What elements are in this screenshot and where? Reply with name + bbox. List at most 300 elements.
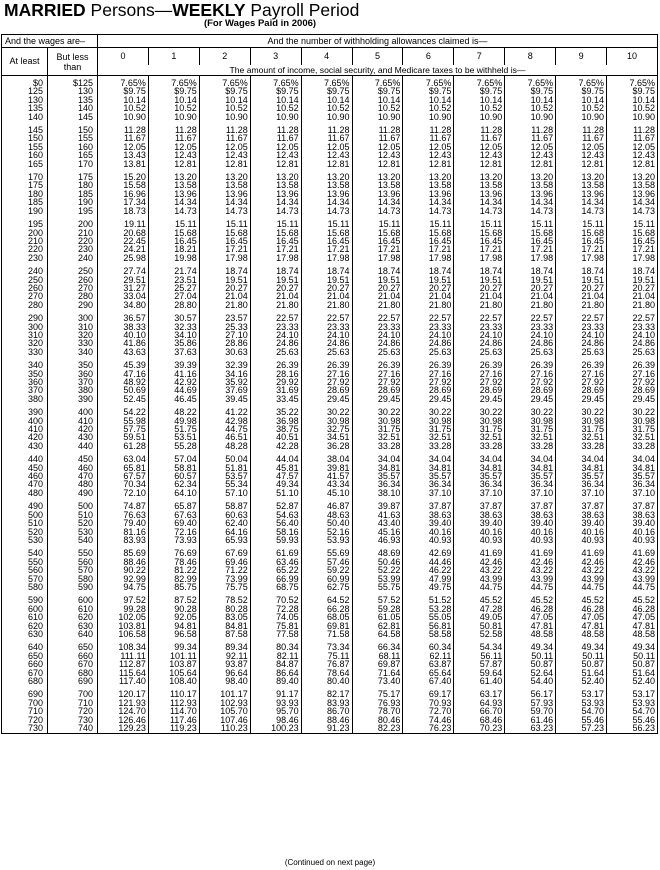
withholding-cell: 38.75 (250, 425, 301, 433)
withholding-cell: 54.22 (98, 403, 149, 416)
withholding-cell: 15.68 (148, 229, 199, 237)
withholding-cell: 44.75 (505, 583, 556, 591)
table-row (2, 544, 658, 557)
withholding-cell: 78.46 (148, 558, 199, 566)
withholding-cell: 31.75 (505, 425, 556, 433)
withholding-cell: 21.04 (607, 292, 658, 300)
withholding-cell: 26.39 (352, 356, 403, 369)
withholding-cell: 37.10 (556, 489, 607, 497)
withholding-cell: 24.10 (403, 331, 454, 339)
at-least-cell: 175 (2, 181, 48, 189)
withholding-cell: 82.99 (148, 575, 199, 583)
withholding-cell: 55.46 (607, 716, 658, 724)
withholding-cell: 106.58 (98, 630, 149, 638)
withholding-cell: 38.63 (403, 511, 454, 519)
withholding-cell: 47.81 (556, 622, 607, 630)
withholding-cell: 119.23 (148, 724, 199, 734)
withholding-cell: 81.16 (98, 528, 149, 536)
withholding-cell: 12.43 (301, 151, 352, 159)
at-least-cell: 240 (2, 262, 48, 275)
but-less-cell: 680 (48, 669, 98, 677)
withholding-cell: 23.33 (607, 323, 658, 331)
at-least-cell: 650 (2, 652, 48, 660)
withholding-cell: 37.87 (454, 497, 505, 510)
withholding-cell: 14.73 (607, 207, 658, 215)
withholding-cell: 90.22 (98, 566, 149, 574)
withholding-cell: 33.28 (505, 442, 556, 450)
title-payroll-period: Payroll Period (245, 0, 360, 20)
withholding-cell: 23.33 (352, 323, 403, 331)
withholding-cell: 7.65% (301, 76, 352, 88)
but-less-cell: 730 (48, 716, 98, 724)
withholding-cell: 25.63 (301, 348, 352, 356)
withholding-cell: 11.28 (250, 121, 301, 134)
at-least-cell: 145 (2, 121, 48, 134)
withholding-cell: 38.33 (98, 323, 149, 331)
withholding-cell: 14.34 (454, 198, 505, 206)
withholding-cell: 50.11 (505, 652, 556, 660)
withholding-cell: 21.04 (199, 292, 250, 300)
withholding-cell: 21.80 (556, 301, 607, 309)
withholding-cell: 20.68 (98, 229, 149, 237)
withholding-cell: 19.51 (403, 276, 454, 284)
withholding-cell: 32.51 (403, 433, 454, 441)
withholding-cell: 27.92 (301, 378, 352, 386)
withholding-cell: 20.27 (352, 284, 403, 292)
but-less-cell: 460 (48, 464, 98, 472)
withholding-cell: 47.99 (403, 575, 454, 583)
withholding-cell: 99.34 (148, 638, 199, 651)
withholding-cell: 47.28 (454, 605, 505, 613)
but-less-cell: 690 (48, 677, 98, 685)
withholding-cell: 35.92 (199, 378, 250, 386)
withholding-cell: 30.22 (607, 403, 658, 416)
withholding-cell: 11.28 (352, 121, 403, 134)
withholding-cell: 46.45 (148, 395, 199, 403)
withholding-cell: 19.51 (199, 276, 250, 284)
withholding-cell: 65.93 (199, 536, 250, 544)
withholding-cell: 54.70 (607, 707, 658, 715)
withholding-cell: 20.27 (607, 284, 658, 292)
withholding-cell: 10.14 (505, 96, 556, 104)
withholding-cell: 16.45 (301, 237, 352, 245)
withholding-cell: 85.69 (98, 544, 149, 557)
withholding-cell: 52.45 (98, 395, 149, 403)
at-least-cell: 700 (2, 699, 48, 707)
withholding-cell: 41.69 (607, 544, 658, 557)
title-persons: Persons— (85, 0, 173, 20)
withholding-cell: 18.74 (556, 262, 607, 275)
withholding-cell: 42.46 (454, 558, 505, 566)
withholding-cell: 48.58 (556, 630, 607, 638)
withholding-cell: 78.52 (199, 591, 250, 604)
withholding-cell: 30.22 (505, 403, 556, 416)
withholding-cell: 41.22 (199, 403, 250, 416)
withholding-cell: 40.16 (454, 528, 505, 536)
withholding-cell: 80.34 (250, 638, 301, 651)
table-row (2, 301, 658, 309)
withholding-cell: 33.04 (98, 292, 149, 300)
withholding-cell: 44.75 (454, 583, 505, 591)
withholding-cell: 40.93 (505, 536, 556, 544)
withholding-cell: 10.14 (403, 96, 454, 104)
withholding-cell: 58.87 (199, 497, 250, 510)
withholding-cell: 38.63 (505, 511, 556, 519)
at-least-cell: 200 (2, 229, 48, 237)
withholding-cell: 64.93 (454, 699, 505, 707)
withholding-cell: 10.14 (556, 96, 607, 104)
withholding-cell: 103.81 (98, 622, 149, 630)
withholding-cell: 67.69 (199, 544, 250, 557)
withholding-cell: 29.51 (98, 276, 149, 284)
withholding-cell: 33.28 (403, 442, 454, 450)
withholding-cell: 11.67 (505, 134, 556, 142)
at-least-cell: 160 (2, 151, 48, 159)
withholding-cell: 19.51 (454, 276, 505, 284)
at-least-cell: 190 (2, 207, 48, 215)
withholding-cell: 24.86 (607, 339, 658, 347)
withholding-cell: 75.17 (352, 685, 403, 698)
withholding-cell: 18.73 (98, 207, 149, 215)
withholding-cell: 47.05 (556, 613, 607, 621)
withholding-cell: 47.81 (505, 622, 556, 630)
withholding-cell: 11.28 (403, 121, 454, 134)
withholding-table (1, 34, 658, 734)
withholding-cell: 34.81 (352, 464, 403, 472)
withholding-cell: 27.92 (607, 378, 658, 386)
withholding-cell: 93.87 (199, 660, 250, 668)
but-less-cell: 240 (48, 254, 98, 262)
at-least-cell: 270 (2, 292, 48, 300)
but-less-header: But less than (48, 48, 98, 76)
at-least-cell: 195 (2, 215, 48, 228)
withholding-cell: 68.75 (250, 583, 301, 591)
withholding-cell: $9.75 (250, 87, 301, 95)
withholding-cell: 57.23 (556, 724, 607, 734)
withholding-cell: 21.04 (505, 292, 556, 300)
withholding-cell: 15.11 (556, 215, 607, 228)
withholding-cell: 10.90 (148, 113, 199, 121)
allowance-col-5: 5 (352, 48, 403, 65)
but-less-cell: 280 (48, 292, 98, 300)
withholding-cell: 34.10 (148, 331, 199, 339)
withholding-cell: 12.81 (403, 160, 454, 168)
at-least-cell: 520 (2, 528, 48, 536)
at-least-cell: 440 (2, 450, 48, 463)
withholding-cell: 58.16 (250, 528, 301, 536)
withholding-cell: 59.64 (454, 669, 505, 677)
withholding-cell: 20.27 (403, 284, 454, 292)
withholding-cell: 55.69 (301, 544, 352, 557)
withholding-cell: 28.86 (199, 339, 250, 347)
withholding-cell: 62.75 (301, 583, 352, 591)
withholding-cell: 40.93 (454, 536, 505, 544)
withholding-cell: 17.98 (505, 254, 556, 262)
withholding-cell: 17.21 (199, 245, 250, 253)
withholding-cell: 63.17 (454, 685, 505, 698)
allowance-col-9: 9 (556, 48, 607, 65)
withholding-cell: 117.46 (148, 716, 199, 724)
withholding-cell: 35.57 (505, 472, 556, 480)
withholding-cell: 22.57 (556, 309, 607, 322)
withholding-cell: 10.90 (403, 113, 454, 121)
withholding-cell: 70.93 (403, 699, 454, 707)
withholding-cell: 10.14 (98, 96, 149, 104)
withholding-cell: 27.92 (454, 378, 505, 386)
withholding-cell: 57.46 (301, 558, 352, 566)
withholding-cell: 14.73 (403, 207, 454, 215)
withholding-cell: 32.51 (556, 433, 607, 441)
allowance-col-4: 4 (301, 48, 352, 65)
withholding-cell: 35.86 (148, 339, 199, 347)
withholding-cell: 37.87 (556, 497, 607, 510)
withholding-cell: 15.11 (352, 215, 403, 228)
withholding-cell: 51.75 (148, 425, 199, 433)
withholding-cell: 33.28 (454, 442, 505, 450)
withholding-cell: 48.22 (148, 403, 199, 416)
withholding-cell: 39.40 (403, 519, 454, 527)
withholding-cell: 44.69 (148, 386, 199, 394)
at-least-cell: 360 (2, 378, 48, 386)
table-row (2, 207, 658, 215)
at-least-cell: 490 (2, 497, 48, 510)
withholding-cell: 20.27 (250, 284, 301, 292)
but-less-cell: 510 (48, 511, 98, 519)
withholding-cell: 49.75 (403, 583, 454, 591)
withholding-cell: 21.80 (199, 301, 250, 309)
withholding-cell: 25.63 (505, 348, 556, 356)
withholding-cell: 63.04 (98, 450, 149, 463)
withholding-cell: 16.45 (454, 237, 505, 245)
withholding-cell: 11.28 (148, 121, 199, 134)
but-less-cell: 290 (48, 301, 98, 309)
withholding-cell: 41.69 (505, 544, 556, 557)
withholding-cell: 88.46 (98, 558, 149, 566)
withholding-cell: 36.34 (505, 480, 556, 488)
withholding-cell: 11.67 (556, 134, 607, 142)
but-less-cell: 550 (48, 544, 98, 557)
withholding-cell: 49.34 (505, 638, 556, 651)
at-least-cell: 350 (2, 370, 48, 378)
withholding-cell: 53.93 (301, 536, 352, 544)
withholding-cell: 45.52 (607, 591, 658, 604)
withholding-cell: 87.52 (148, 591, 199, 604)
withholding-cell: 35.57 (556, 472, 607, 480)
withholding-cell: 28.80 (148, 301, 199, 309)
withholding-cell: 12.05 (403, 143, 454, 151)
table-row (2, 262, 658, 275)
withholding-cell: 37.87 (403, 497, 454, 510)
withholding-cell: 27.16 (454, 370, 505, 378)
withholding-cell: 23.33 (556, 323, 607, 331)
withholding-cell: 13.96 (148, 190, 199, 198)
table-row (2, 356, 658, 369)
withholding-cell: 24.10 (607, 331, 658, 339)
but-less-cell: 180 (48, 181, 98, 189)
withholding-cell: 69.46 (199, 558, 250, 566)
at-least-cell: 230 (2, 254, 48, 262)
withholding-cell: 40.93 (403, 536, 454, 544)
withholding-cell: 24.86 (556, 339, 607, 347)
withholding-cell: 19.51 (352, 276, 403, 284)
withholding-cell: 76.23 (403, 724, 454, 734)
withholding-cell: 14.34 (148, 198, 199, 206)
but-less-cell: 740 (48, 724, 98, 734)
withholding-cell: 112.93 (148, 699, 199, 707)
withholding-cell: 15.11 (250, 215, 301, 228)
allowance-col-8: 8 (505, 48, 556, 65)
withholding-cell: 11.67 (607, 134, 658, 142)
withholding-cell: 68.05 (301, 613, 352, 621)
withholding-cell: $9.75 (607, 87, 658, 95)
withholding-cell: 19.51 (301, 276, 352, 284)
allowance-col-1: 1 (148, 48, 199, 65)
withholding-cell: 55.98 (98, 417, 149, 425)
at-least-cell: 135 (2, 104, 48, 112)
but-less-cell: 310 (48, 323, 98, 331)
withholding-cell: 48.69 (352, 544, 403, 557)
withholding-cell: 40.93 (607, 536, 658, 544)
withholding-cell: 21.80 (403, 301, 454, 309)
withholding-cell: 12.81 (199, 160, 250, 168)
withholding-cell: 14.73 (352, 207, 403, 215)
withholding-cell: 34.51 (301, 433, 352, 441)
withholding-cell: 15.68 (352, 229, 403, 237)
withholding-cell: 91.17 (250, 685, 301, 698)
at-least-cell: 320 (2, 339, 48, 347)
table-body (2, 76, 658, 734)
withholding-cell: 46.28 (607, 605, 658, 613)
withholding-cell: 54.70 (556, 707, 607, 715)
withholding-cell: 11.28 (556, 121, 607, 134)
withholding-cell: 16.45 (148, 237, 199, 245)
withholding-cell: 14.73 (556, 207, 607, 215)
withholding-cell: 38.63 (556, 511, 607, 519)
but-less-cell: 380 (48, 386, 98, 394)
table-row (2, 215, 658, 228)
withholding-cell: 13.58 (250, 181, 301, 189)
withholding-cell: 67.40 (403, 677, 454, 685)
at-least-cell: 185 (2, 198, 48, 206)
withholding-cell: 31.75 (352, 425, 403, 433)
withholding-cell: 60.34 (403, 638, 454, 651)
at-least-cell: 130 (2, 96, 48, 104)
but-less-cell: 540 (48, 536, 98, 544)
withholding-cell: 23.57 (199, 309, 250, 322)
withholding-cell: 39.39 (148, 356, 199, 369)
but-less-cell: 250 (48, 262, 98, 275)
withholding-cell: 44.46 (403, 558, 454, 566)
withholding-cell: 28.69 (556, 386, 607, 394)
withholding-cell: 14.73 (199, 207, 250, 215)
withholding-cell: 11.28 (454, 121, 505, 134)
withholding-cell: 23.33 (403, 323, 454, 331)
withholding-cell: 37.10 (403, 489, 454, 497)
withholding-cell: 31.75 (556, 425, 607, 433)
withholding-cell: 56.40 (250, 519, 301, 527)
withholding-cell: 121.93 (98, 699, 149, 707)
at-least-cell: 670 (2, 669, 48, 677)
withholding-cell: 13.96 (301, 190, 352, 198)
withholding-cell: 31.69 (250, 386, 301, 394)
withholding-cell: 63.46 (250, 558, 301, 566)
withholding-cell: 22.57 (352, 309, 403, 322)
withholding-cell: 78.70 (352, 707, 403, 715)
withholding-cell: 7.65% (607, 76, 658, 88)
withholding-cell: 54.63 (250, 511, 301, 519)
withholding-cell: 72.70 (403, 707, 454, 715)
withholding-cell: 13.58 (199, 181, 250, 189)
withholding-cell: 49.34 (556, 638, 607, 651)
withholding-cell: 15.11 (199, 215, 250, 228)
withholding-cell: 15.11 (301, 215, 352, 228)
withholding-cell: 16.45 (607, 237, 658, 245)
but-less-cell: 520 (48, 519, 98, 527)
withholding-cell: 38.63 (454, 511, 505, 519)
withholding-cell: 46.87 (301, 497, 352, 510)
withholding-cell: 12.05 (352, 143, 403, 151)
withholding-cell: 21.80 (607, 301, 658, 309)
withholding-cell: 57.10 (199, 489, 250, 497)
withholding-cell: 92.05 (148, 613, 199, 621)
table-row (2, 489, 658, 497)
at-least-cell: 510 (2, 519, 48, 527)
withholding-cell: 80.46 (352, 716, 403, 724)
but-less-cell: 660 (48, 652, 98, 660)
title-married: MARRIED (4, 0, 86, 20)
withholding-cell: 84.81 (199, 622, 250, 630)
withholding-cell: 45.81 (250, 464, 301, 472)
withholding-cell: 11.67 (148, 134, 199, 142)
withholding-cell: 53.17 (556, 685, 607, 698)
withholding-cell: 19.51 (505, 276, 556, 284)
withholding-cell: 45.16 (352, 528, 403, 536)
withholding-cell: 43.99 (505, 575, 556, 583)
withholding-cell: 36.98 (250, 417, 301, 425)
withholding-cell: 7.65% (199, 76, 250, 88)
withholding-cell: 35.57 (403, 472, 454, 480)
but-less-cell: 300 (48, 309, 98, 322)
withholding-cell: 27.16 (352, 370, 403, 378)
withholding-cell: 10.52 (148, 104, 199, 112)
withholding-cell: 56.11 (454, 652, 505, 660)
at-least-cell: 410 (2, 425, 48, 433)
withholding-cell: 17.98 (403, 254, 454, 262)
table-row (2, 583, 658, 591)
withholding-cell: 55.05 (403, 613, 454, 621)
withholding-cell: 80.40 (301, 677, 352, 685)
withholding-cell: 75.75 (199, 583, 250, 591)
withholding-cell: 15.68 (505, 229, 556, 237)
but-less-cell: 270 (48, 284, 98, 292)
withholding-cell: 94.81 (148, 622, 199, 630)
withholding-cell: 41.69 (556, 544, 607, 557)
withholding-cell: 23.33 (454, 323, 505, 331)
withholding-cell: 45.10 (301, 489, 352, 497)
at-least-cell: 680 (2, 677, 48, 685)
withholding-cell: 12.81 (250, 160, 301, 168)
at-least-cell: 170 (2, 168, 48, 181)
withholding-cell: 37.10 (505, 489, 556, 497)
withholding-cell: 73.34 (301, 638, 352, 651)
withholding-cell: 43.40 (352, 519, 403, 527)
withholding-cell: 55.75 (352, 583, 403, 591)
but-less-cell: 390 (48, 395, 98, 403)
withholding-cell: 10.14 (199, 96, 250, 104)
allowance-col-0: 0 (98, 48, 149, 65)
withholding-cell: 18.74 (607, 262, 658, 275)
withholding-cell: 60.63 (199, 511, 250, 519)
